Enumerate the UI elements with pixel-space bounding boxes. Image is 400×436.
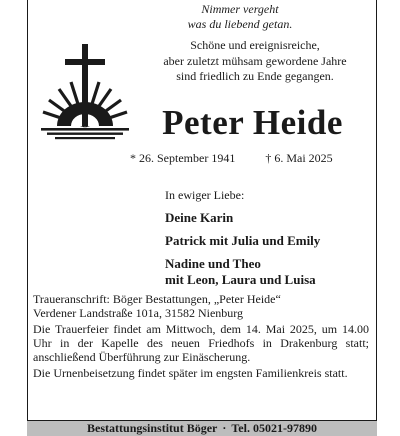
funeral-notice (33, 292, 369, 382)
quote-line: was du liebend getan. (187, 17, 293, 31)
verse-line: aber zuletzt mühsam gewordene Jahre (163, 53, 347, 68)
address-line: Verdener Landstraße 101a, 31582 Nienburg (33, 306, 244, 320)
memorial-quote (180, 2, 300, 32)
deceased-name: Peter Heide (162, 103, 343, 142)
memorial-verse (130, 38, 380, 85)
funeral-details: Die Trauerfeier findet am Mittwoch, dem 14. Mai 2025, um 14.00 Uhr in der Kapelle des neuen Friedhofs in Drakenburg statt; anschließend Überführung zur Einäscherung. (33, 322, 369, 364)
death-date: † 6. Mai 2025 (265, 151, 333, 165)
mourner-line: Nadine und Theo (165, 256, 261, 271)
cross-sunrise-icon (35, 42, 135, 142)
mourner-line: Patrick mit Julia und Emily (165, 233, 321, 248)
life-dates (130, 150, 333, 166)
mourner-line: mit Leon, Laura und Luisa (165, 272, 316, 287)
quote-line: Nimmer vergeht (201, 2, 279, 16)
funeral-home-bar (27, 420, 377, 436)
mourners-list (165, 210, 320, 288)
address-line: Traueranschrift: Böger Bestattungen, „Peter Heide“ (33, 292, 281, 306)
mourner-line: Deine Karin (165, 210, 234, 225)
verse-line: sind friedlich zu Ende gegangen. (176, 69, 334, 83)
mourners-intro: In ewiger Liebe: (165, 188, 245, 202)
urn-burial-details: Die Urnenbeisetzung findet später im engsten Familienkreis statt. (33, 366, 348, 380)
birth-date: * 26. September 1941 (130, 151, 236, 165)
funeral-home-phone: Tel. 05021-97890 (231, 421, 317, 435)
footer-separator: · (222, 421, 227, 435)
verse-line: Schöne und ereignisreiche, (190, 38, 320, 52)
funeral-home-name: Bestattungsinstitut Böger (87, 421, 218, 435)
